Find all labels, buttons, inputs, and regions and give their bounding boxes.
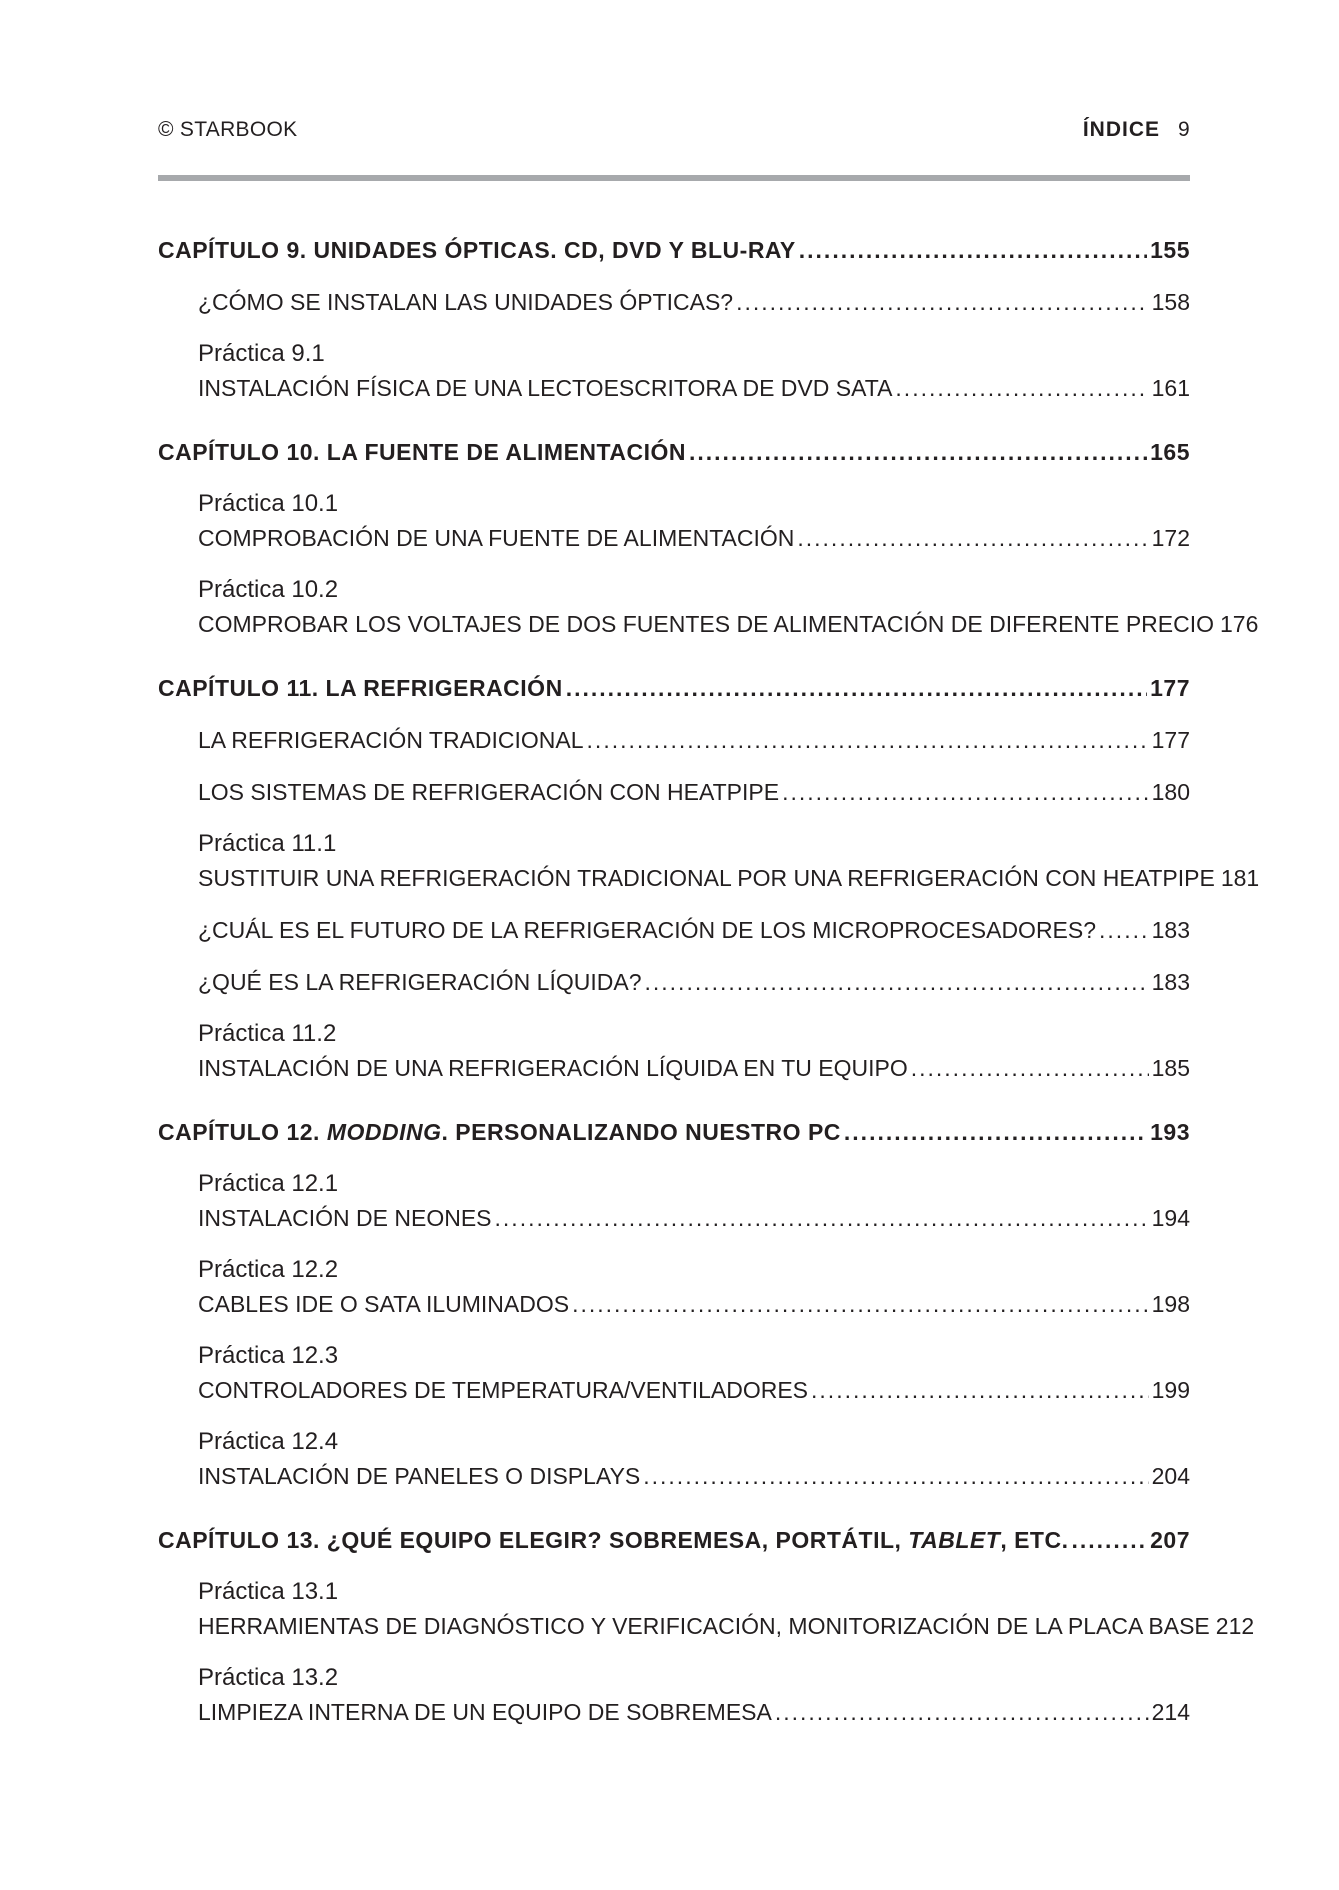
toc-entry[interactable] — [158, 285, 1190, 319]
practice-label: Práctica 12.3 — [198, 1342, 339, 1369]
chapter-page: 155 — [1150, 237, 1190, 263]
entry-page: 214 — [1151, 1699, 1190, 1725]
leader-dots — [572, 1287, 1149, 1321]
leader-dots — [811, 1373, 1149, 1407]
toc-entry[interactable] — [158, 573, 1259, 641]
entry-page: 194 — [1151, 1205, 1190, 1231]
entry-title: INSTALACIÓN DE PANELES O DISPLAYS — [198, 1463, 641, 1489]
entry-page: 185 — [1151, 1055, 1190, 1081]
practice-label: Práctica 10.2 — [198, 576, 339, 603]
chapter-title: CAPÍTULO 12. MODDING. PERSONALIZANDO NUESTRO PC — [158, 1119, 841, 1145]
chapter-title: CAPÍTULO 9. UNIDADES ÓPTICAS. CD, DVD Y BLU-RAY — [158, 237, 796, 263]
leader-dots — [736, 285, 1149, 319]
toc-entry[interactable] — [158, 1167, 1190, 1235]
entry-title: COMPROBACIÓN DE UNA FUENTE DE ALIMENTACIÓN — [198, 525, 795, 551]
header-rule — [158, 175, 1190, 181]
toc-entry[interactable] — [158, 723, 1190, 757]
entry-title: INSTALACIÓN FÍSICA DE UNA LECTOESCRITORA DE DVD SATA — [198, 375, 893, 401]
entry-title: LOS SISTEMAS DE REFRIGERACIÓN CON HEATPIPE — [198, 779, 780, 805]
practice-label: Práctica 12.2 — [198, 1256, 339, 1283]
entry-page: 183 — [1151, 917, 1190, 943]
entry-page: 198 — [1151, 1291, 1190, 1317]
chapter-title: CAPÍTULO 13. ¿QUÉ EQUIPO ELEGIR? SOBREMESA, PORTÁTIL, TABLET, ETC. — [158, 1527, 1069, 1553]
entry-title: ¿CÓMO SE INSTALAN LAS UNIDADES ÓPTICAS? — [198, 289, 734, 315]
entry-page: 181 — [1220, 865, 1260, 891]
table-of-contents — [158, 233, 1260, 1737]
chapter-title-italic: TABLET — [908, 1527, 1001, 1553]
chapter-9 — [158, 233, 1190, 405]
toc-entry[interactable] — [158, 1425, 1190, 1493]
chapter-heading[interactable] — [158, 671, 1190, 705]
leader-dots — [797, 521, 1148, 555]
chapter-13 — [158, 1523, 1255, 1729]
section-title: ÍNDICE — [1082, 118, 1161, 141]
leader-dots — [1071, 1523, 1147, 1557]
leader-dots — [689, 435, 1147, 469]
practice-label: Práctica 10.1 — [198, 490, 339, 517]
entry-page: 177 — [1151, 727, 1190, 753]
practice-label: Práctica 11.2 — [198, 1020, 337, 1047]
entry-page: 180 — [1151, 779, 1190, 805]
page-number: 9 — [1178, 118, 1190, 141]
leader-dots — [895, 371, 1148, 405]
chapter-page: 193 — [1150, 1119, 1190, 1145]
toc-entry[interactable] — [158, 337, 1190, 405]
entry-page: 212 — [1215, 1613, 1255, 1639]
entry-title: CONTROLADORES DE TEMPERATURA/VENTILADORES — [198, 1377, 809, 1403]
toc-entry[interactable] — [158, 827, 1260, 895]
entry-page: 176 — [1220, 611, 1259, 637]
leader-dots — [799, 233, 1147, 267]
leader-dots — [643, 1459, 1148, 1493]
entry-title: LIMPIEZA INTERNA DE UN EQUIPO DE SOBREMESA — [198, 1699, 772, 1725]
chapter-11 — [158, 671, 1260, 1085]
practice-label: Práctica 9.1 — [198, 340, 325, 367]
chapter-heading[interactable] — [158, 435, 1190, 469]
entry-title: HERRAMIENTAS DE DIAGNÓSTICO Y VERIFICACIÓN, MONITORIZACIÓN DE LA PLACA BASE — [198, 1613, 1210, 1639]
leader-dots — [844, 1115, 1147, 1149]
entry-title: LA REFRIGERACIÓN TRADICIONAL — [198, 727, 584, 753]
leader-dots — [782, 775, 1149, 809]
chapter-title-italic: MODDING — [326, 1119, 442, 1145]
running-header — [158, 114, 1190, 146]
leader-dots — [495, 1201, 1149, 1235]
publisher-mark: © STARBOOK — [158, 118, 298, 141]
leader-dots — [566, 671, 1147, 705]
chapter-10 — [158, 435, 1259, 641]
chapter-heading[interactable] — [158, 233, 1190, 267]
entry-page: 183 — [1151, 969, 1190, 995]
chapter-page: 207 — [1150, 1527, 1190, 1553]
practice-label: Práctica 12.1 — [198, 1170, 339, 1197]
entry-page: 199 — [1151, 1377, 1190, 1403]
chapter-12 — [158, 1115, 1190, 1493]
leader-dots — [1099, 913, 1149, 947]
entry-title: ¿QUÉ ES LA REFRIGERACIÓN LÍQUIDA? — [198, 969, 642, 995]
entry-title: COMPROBAR LOS VOLTAJES DE DOS FUENTES DE ALIMENTACIÓN DE DIFERENTE PRECIO — [198, 611, 1214, 637]
chapter-title: CAPÍTULO 11. LA REFRIGERACIÓN — [158, 675, 563, 701]
toc-entry[interactable] — [158, 1575, 1255, 1643]
toc-entry[interactable] — [158, 1253, 1190, 1321]
entry-page: 204 — [1151, 1463, 1190, 1489]
entry-title: CABLES IDE O SATA ILUMINADOS — [198, 1291, 570, 1317]
chapter-heading[interactable] — [158, 1115, 1190, 1149]
toc-entry[interactable] — [158, 1339, 1190, 1407]
entry-title: INSTALACIÓN DE UNA REFRIGERACIÓN LÍQUIDA EN TU EQUIPO — [198, 1055, 908, 1081]
practice-label: Práctica 12.4 — [198, 1428, 339, 1455]
toc-entry[interactable] — [158, 1017, 1190, 1085]
entry-page: 158 — [1151, 289, 1190, 315]
practice-label: Práctica 13.1 — [198, 1578, 339, 1605]
chapter-title: CAPÍTULO 10. LA FUENTE DE ALIMENTACIÓN — [158, 439, 686, 465]
toc-entry[interactable] — [158, 913, 1190, 947]
leader-dots — [911, 1051, 1149, 1085]
toc-entry[interactable] — [158, 487, 1190, 555]
leader-dots — [775, 1695, 1149, 1729]
entry-page: 161 — [1151, 375, 1190, 401]
practice-label: Práctica 11.1 — [198, 830, 337, 857]
chapter-page: 177 — [1150, 675, 1190, 701]
header-right — [1083, 118, 1190, 142]
toc-entry[interactable] — [158, 775, 1190, 809]
chapter-page: 165 — [1150, 439, 1190, 465]
chapter-heading[interactable] — [158, 1523, 1190, 1557]
toc-entry[interactable] — [158, 965, 1190, 999]
toc-entry[interactable] — [158, 1661, 1190, 1729]
practice-label: Práctica 13.2 — [198, 1664, 339, 1691]
entry-title: INSTALACIÓN DE NEONES — [198, 1205, 492, 1231]
entry-title: ¿CUÁL ES EL FUTURO DE LA REFRIGERACIÓN DE LOS MICROPROCESADORES? — [198, 917, 1097, 943]
leader-dots — [645, 965, 1149, 999]
entry-page: 172 — [1151, 525, 1190, 551]
leader-dots — [587, 723, 1149, 757]
entry-title: SUSTITUIR UNA REFRIGERACIÓN TRADICIONAL POR UNA REFRIGERACIÓN CON HEATPIPE — [198, 865, 1215, 891]
